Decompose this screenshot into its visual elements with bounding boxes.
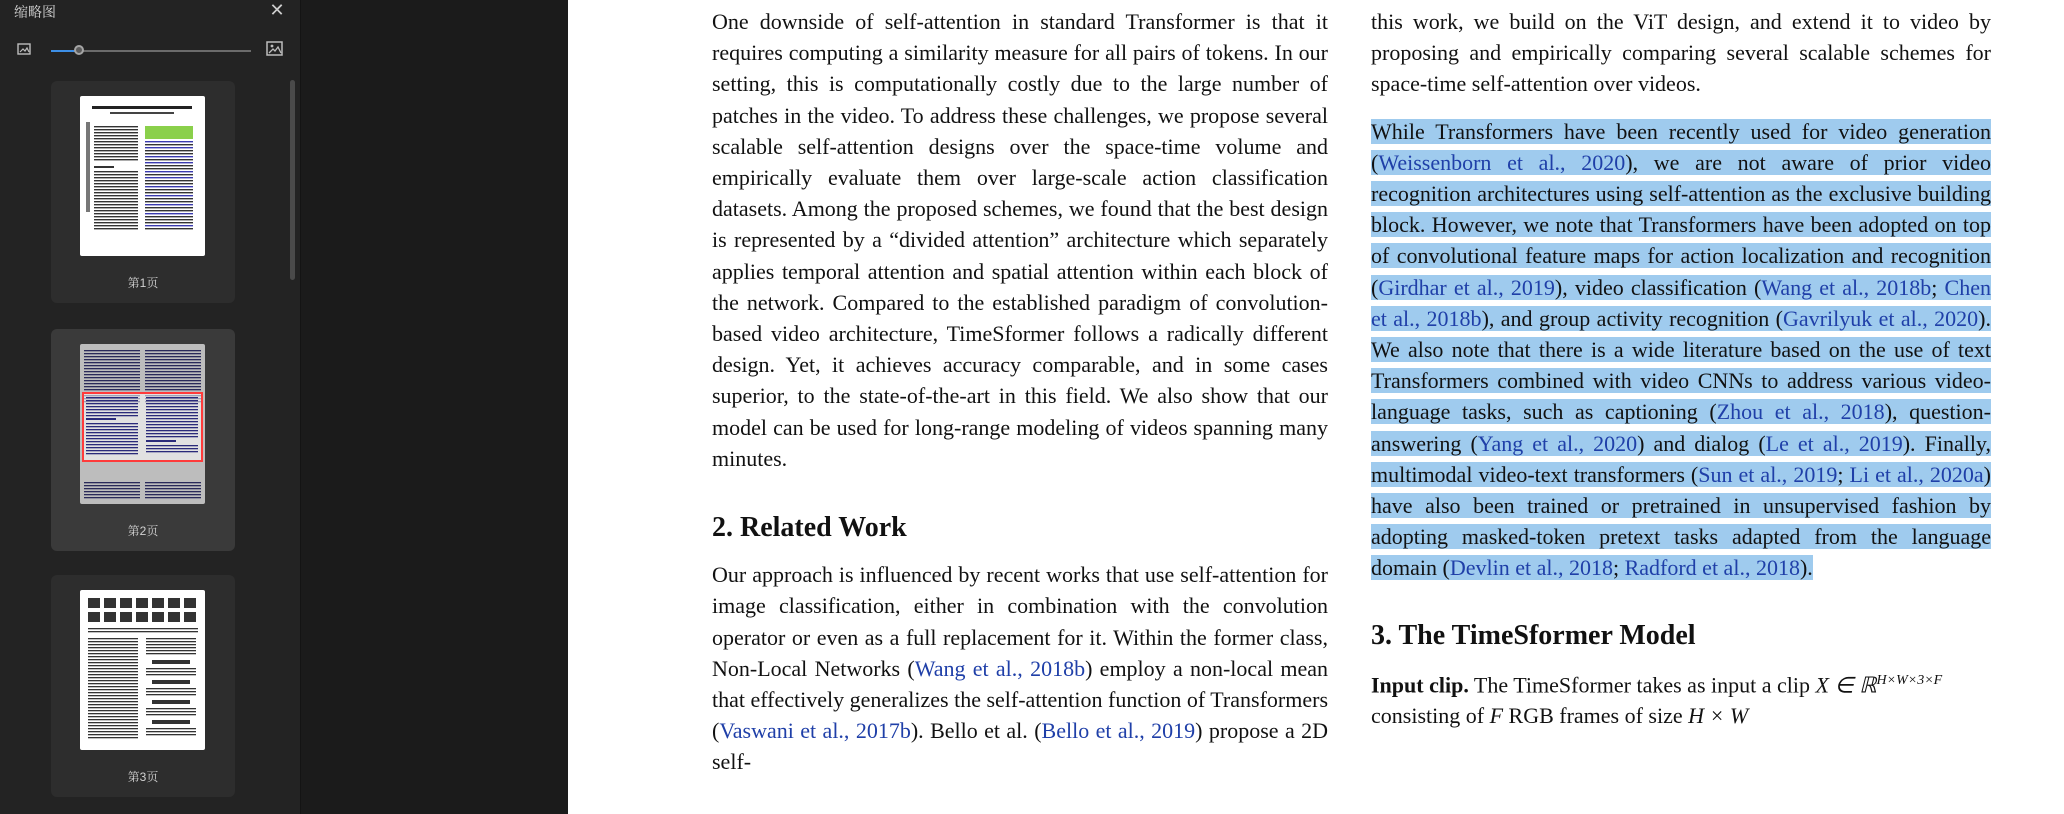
paragraph-selected-related-work[interactable] [1371,116,1991,584]
citation-link[interactable]: Sun et al., 2019 [1698,461,1838,487]
run-in-heading: Input clip. [1371,672,1469,698]
selected-text-segment: ) and dialog ( [1637,430,1766,456]
math-superscript: H×W×3×F [1876,672,1943,688]
thumbnail-label: 第3页 [127,770,159,784]
thumbnail-page-2[interactable] [51,329,235,551]
page-3-preview [80,590,205,750]
text-segment: The TimeSformer takes as input a clip [1468,672,1816,698]
close-icon[interactable]: ✕ [269,0,285,20]
text-segment: ). Bello et al. ( [910,718,1042,744]
text-segment: ) propose a 2D self- [712,718,1328,775]
math-expression: F [1489,703,1504,729]
selected-text-segment: ), we are not aware of prior video recognition architectures using self-attention as the exclusive building block. However, we note that Transformers have been adopted on top of convolutional feature maps for action localization and recognition ( [1371,149,1991,300]
section-heading-related-work: 2. Related Work [712,512,907,544]
citation-link[interactable]: Vaswani et al., 2017b [719,718,911,744]
selected-text-segment: ; [1612,555,1625,581]
citation-link[interactable]: Weissenborn et al., 2020 [1378,149,1626,175]
text-segment: RGB frames of size [1503,703,1689,729]
citation-link[interactable]: Li et al., 2020a [1849,461,1984,487]
sidebar-scrollbar[interactable] [290,80,295,280]
thumbnail-zoom-control [0,40,300,62]
text-segment: ) employ a non-local mean that effectively generalizes the self-attention function of Transformers ( [712,655,1328,744]
selected-text-segment: ). Finally, multimodal video-text transformers ( [1371,430,1992,487]
text-segment: Our approach is influenced by recent works that use self-attention for image classification, either in combination with the convolution operator or even as a full replacement for it. Within the former class, Non-Local Networks ( [712,562,1328,681]
page-viewport-indicator[interactable] [82,392,203,462]
citation-link[interactable]: Bello et al., 2019 [1041,718,1196,744]
citation-link[interactable]: Radford et al., 2018 [1624,555,1800,581]
zoom-slider[interactable] [51,50,251,52]
page-1-preview [80,96,205,256]
citation-link[interactable]: Yang et al., 2020 [1477,430,1638,456]
text-segment: consisting of [1371,703,1490,729]
thumbnail-page-3[interactable] [51,575,235,797]
thumbnail-label: 第2页 [127,524,159,538]
selected-text-segment: ; [1837,461,1850,487]
right-column [1371,6,1991,732]
panel-title: 缩略图 [14,4,56,20]
citation-link[interactable]: Chen et al., 2018b [1371,274,1991,331]
citation-link[interactable]: Zhou et al., 2018 [1716,399,1885,425]
math-expression: X ∈ ℝ [1815,672,1877,698]
paragraph-vit[interactable]: this work, we build on the ViT design, and extend it to video by proposing and empirically comparing several scalable schemes for space-time self-attention over videos. [1371,9,1991,97]
citation-link[interactable]: Girdhar et al., 2019 [1378,274,1555,300]
thumbnail-panel [0,0,301,814]
image-large-icon[interactable] [265,40,285,58]
left-column [712,6,1328,778]
paragraph-intro[interactable]: One downside of self-attention in standard Transformer is that it requires computing a similarity measure for all pairs of tokens. In our setting, this is computationally costly due to the large number of patches in the video. To address these challenges, we propose several scalable self-attention designs over the space-time volume and empirically evaluate them over large-scale action classification datasets. Among the proposed schemes, we found that the best design is represented by a “divided attention” architecture which separately applies temporal attention and spatial attention within each block of the network. Compared to the established paradigm of convolution-based video architecture, TimeSformer follows a radically different design. Yet, it achieves accuracy comparable, and in some cases superior, to the state-of-the-art in this field. We also show that our model can be used for long-range modeling of videos spanning many minutes. [712,9,1328,471]
image-small-icon[interactable] [16,41,34,57]
zoom-slider-handle[interactable] [74,45,84,55]
selected-text-segment: ) have also been trained or pretrained in unsupervised fashion by adopting masked-token pretext tasks adapted from the language domain ( [1371,461,1991,581]
selected-text-segment: ). We also note that there is a wide literature based on the use of text Transformers combined with video CNNs to address various video-language tasks, such as captioning ( [1371,305,1991,425]
thumbnail-label: 第1页 [127,276,159,290]
document-page[interactable] [568,0,2064,814]
citation-link[interactable]: Devlin et al., 2018 [1449,555,1613,581]
selected-text-segment: ; [1931,274,1945,300]
selected-text-segment: While Transformers have been recently used for video generation ( [1371,118,1991,175]
viewer-background [301,0,568,814]
citation-link[interactable]: Gavrilyuk et al., 2020 [1782,305,1979,331]
section-heading-timesformer: 3. The TimeSformer Model [1371,619,1696,651]
selected-text-segment: ). [1799,555,1813,581]
selected-text-segment: ), question-answering ( [1371,399,1991,456]
citation-link[interactable]: Wang et al., 2018b [914,655,1086,681]
selected-text-segment: ), video classification ( [1554,274,1762,300]
citation-link[interactable]: Wang et al., 2018b [1761,274,1932,300]
paragraph-related-work[interactable] [712,559,1328,777]
thumbnail-page-1[interactable] [51,81,235,303]
selected-text-segment: ), and group activity recognition ( [1481,305,1783,331]
math-expression: H × W [1688,703,1749,729]
paragraph-input-clip[interactable] [1371,665,1991,732]
citation-link[interactable]: Le et al., 2019 [1765,430,1903,456]
